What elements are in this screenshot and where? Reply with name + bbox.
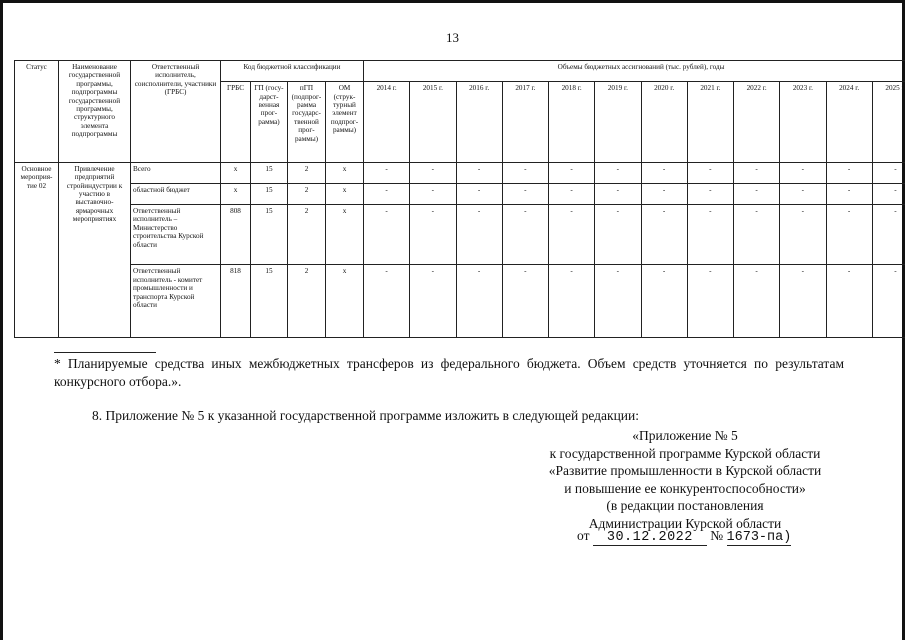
value-cell: - <box>502 183 548 204</box>
om-cell: x <box>326 162 364 183</box>
table-row <box>15 183 905 204</box>
value-cell: - <box>780 183 826 204</box>
value-cell: - <box>502 265 548 338</box>
header-budget-code: Код бюджетной классификации <box>221 61 364 82</box>
resolution-number: 1673-па) <box>726 530 792 545</box>
value-cell: - <box>364 265 410 338</box>
value-cell: - <box>502 205 548 265</box>
grbs-cell: x <box>221 162 251 183</box>
responsible-cell: областной бюджет <box>131 183 221 204</box>
value-cell: - <box>410 162 456 183</box>
page-frame-top <box>0 0 905 3</box>
value-cell: - <box>410 183 456 204</box>
value-cell: - <box>872 162 905 183</box>
value-cell: - <box>364 183 410 204</box>
value-cell: - <box>549 183 595 204</box>
header-year: 2014 г. <box>364 82 410 163</box>
table-row <box>15 265 905 338</box>
page-number: 13 <box>446 30 459 45</box>
value-cell: - <box>595 183 641 204</box>
number-label: № <box>710 528 724 543</box>
from-label: от <box>577 528 590 543</box>
value-cell: - <box>364 162 410 183</box>
appendix-line: Администрации Курской области <box>588 515 782 531</box>
pgp-cell: 2 <box>288 183 326 204</box>
value-cell: - <box>826 265 872 338</box>
header-year: 2020 г. <box>641 82 687 163</box>
header-year: 2016 г. <box>456 82 502 163</box>
om-cell: x <box>326 265 364 338</box>
value-cell: - <box>687 265 733 338</box>
value-cell: - <box>780 162 826 183</box>
gp-cell: 15 <box>251 265 288 338</box>
header-status: Статус <box>15 61 59 163</box>
value-cell: - <box>780 205 826 265</box>
value-cell: - <box>456 265 502 338</box>
value-cell: - <box>456 183 502 204</box>
value-cell: - <box>456 162 502 183</box>
appendix-header <box>510 427 860 532</box>
page-frame-left <box>0 0 3 640</box>
value-cell: - <box>549 205 595 265</box>
header-year: 2024 г. <box>826 82 872 163</box>
value-cell: - <box>641 265 687 338</box>
appendix-line: к государственной программе Курской области <box>549 445 821 461</box>
appendix-line: (в редакции постановления <box>606 498 764 513</box>
pgp-cell: 2 <box>288 205 326 265</box>
value-cell: - <box>595 162 641 183</box>
value-cell: - <box>780 265 826 338</box>
header-year: 2017 г. <box>502 82 548 163</box>
appendix-line: «Приложение № 5 <box>632 428 738 443</box>
appendix-line: «Развитие промышленности в Курской области <box>548 463 822 478</box>
status-cell: Основное мероприя-тие 02 <box>15 162 59 337</box>
value-cell: - <box>410 205 456 265</box>
value-cell: - <box>502 162 548 183</box>
event-name-cell: Привлечение предприятий стройиндустрии к участию в выставочно-ярмарочных мероприятиях <box>59 162 131 337</box>
header-year: 2025 г. <box>872 82 905 163</box>
header-name: Наименование государственной программы, подпрограммы государственной программы, структурного элемента подпрограммы <box>59 61 131 163</box>
value-cell: - <box>872 205 905 265</box>
header-volumes: Объемы бюджетных ассигнований (тыс. рублей), годы <box>364 61 905 82</box>
footnote-divider <box>54 352 156 353</box>
pgp-cell: 2 <box>288 162 326 183</box>
header-year: 2019 г. <box>595 82 641 163</box>
responsible-cell: Всего <box>131 162 221 183</box>
grbs-cell: 818 <box>221 265 251 338</box>
resolution-reference <box>577 527 791 546</box>
value-cell: - <box>456 205 502 265</box>
value-cell: - <box>595 205 641 265</box>
header-year: 2015 г. <box>410 82 456 163</box>
header-year: 2021 г. <box>687 82 733 163</box>
resolution-date: 30.12.2022 <box>593 530 707 546</box>
value-cell: - <box>734 205 780 265</box>
value-cell: - <box>641 183 687 204</box>
instruction-paragraph: 8. Приложение № 5 к указанной государственной программе изложить в следующей редакции: <box>92 408 639 423</box>
table-row <box>15 205 905 265</box>
value-cell: - <box>549 162 595 183</box>
value-cell: - <box>549 265 595 338</box>
responsible-cell: Ответственный исполнитель - комитет промышленности и транспорта Курской области <box>131 265 221 338</box>
header-pgp: пГП (подпрог-рамма государс-твенной прог-раммы) <box>288 82 326 163</box>
budget-table <box>14 60 905 338</box>
header-year: 2022 г. <box>734 82 780 163</box>
value-cell: - <box>410 265 456 338</box>
header-gp: ГП (госу-дарст-венная прог-рамма) <box>251 82 288 163</box>
value-cell: - <box>734 162 780 183</box>
table-row <box>15 162 905 183</box>
value-cell: - <box>641 162 687 183</box>
value-cell: - <box>826 183 872 204</box>
header-row-1 <box>15 61 905 82</box>
om-cell: x <box>326 205 364 265</box>
value-cell: - <box>595 265 641 338</box>
header-year: 2018 г. <box>549 82 595 163</box>
gp-cell: 15 <box>251 162 288 183</box>
value-cell: - <box>734 183 780 204</box>
footnote: * Планируемые средства иных межбюджетных трансферов из федерального бюджета. Объем средств уточняется по результатам конкурсного отбора.». <box>54 356 844 389</box>
value-cell: - <box>872 183 905 204</box>
appendix-line: и повышение ее конкурентоспособности» <box>564 480 806 496</box>
gp-cell: 15 <box>251 183 288 204</box>
value-cell: - <box>641 205 687 265</box>
header-year: 2023 г. <box>780 82 826 163</box>
value-cell: - <box>687 162 733 183</box>
header-om: ОМ (струк-турный элемент подпрог-раммы) <box>326 82 364 163</box>
pgp-cell: 2 <box>288 265 326 338</box>
value-cell: - <box>364 205 410 265</box>
value-cell: - <box>826 205 872 265</box>
grbs-cell: x <box>221 183 251 204</box>
value-cell: - <box>872 265 905 338</box>
grbs-cell: 808 <box>221 205 251 265</box>
value-cell: - <box>687 183 733 204</box>
value-cell: - <box>826 162 872 183</box>
value-cell: - <box>734 265 780 338</box>
header-grbs: ГРБС <box>221 82 251 163</box>
value-cell: - <box>687 205 733 265</box>
responsible-cell: Ответственный исполнитель – Министерство строительства Курской области <box>131 205 221 265</box>
gp-cell: 15 <box>251 205 288 265</box>
header-responsible: Ответственный исполнитель, соисполнители, участники (ГРБС) <box>131 61 221 163</box>
om-cell: x <box>326 183 364 204</box>
